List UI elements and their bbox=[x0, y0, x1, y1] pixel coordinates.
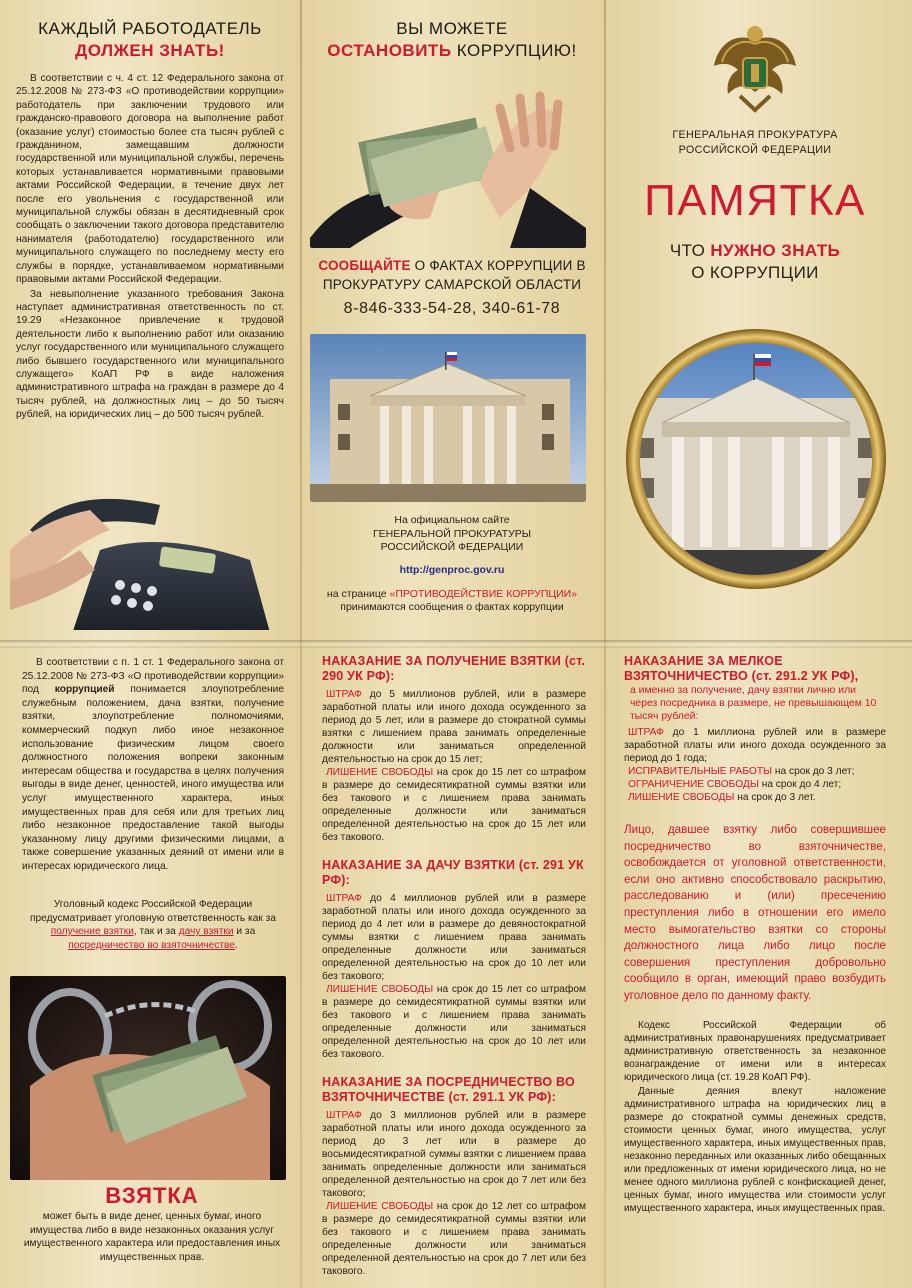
penalty-give-text bbox=[322, 892, 586, 1061]
organization-line2: РОССИЙСКОЙ ФЕДЕРАЦИИ bbox=[678, 144, 832, 156]
criminal-code-note bbox=[22, 898, 284, 958]
website-link[interactable]: http://genproc.gov.ru bbox=[399, 563, 505, 576]
subtitle-accent: НУЖНО ЗНАТЬ bbox=[710, 241, 841, 260]
report-text bbox=[306, 256, 598, 294]
report-rest: О ФАКТАХ КОРРУПЦИИ В ПРОКУРАТУРУ САМАРСКОЙ ОБЛАСТИ bbox=[322, 258, 586, 292]
telephone-photo bbox=[10, 490, 282, 630]
bribe-text: может быть в виде денег, ценных бумаг, иного имущества либо в виде незаконных оказания услуг имущественного характера или предоставления иных имущественных прав. bbox=[23, 1211, 281, 1263]
release-from-liability-text: Лицо, давшее взятку либо совершившее посредничество во взяточничестве, освобождается от уголовной ответственности, если оно активно способствовало раскрытию, расследованию и (или) пресечению преступления либо в отношении его имело место вымогательство взятки со стороны должностного лица либо лицо после совершения преступления добровольно сообщило в орган, имеющий право возбудить уголовное дело по данному факту. bbox=[624, 823, 886, 1002]
handcuffs-money-photo bbox=[10, 976, 286, 1180]
definition-text bbox=[22, 656, 284, 874]
bribe-title: ВЗЯТКА bbox=[105, 1184, 199, 1208]
stop-title-line1: ВЫ МОЖЕТЕ bbox=[396, 19, 508, 38]
employer-paragraph-1: В соответствии с ч. 4 ст. 12 Федерального закона от 25.12.2008 № 273-ФЗ «О противодействии коррупции» работодатель при заключении трудового или гражданско-правового договора на выполнение работ (оказание услуг) стоимостью более ста тысяч рублей с гражданином, замещавшим должности государственной или муниципальной службы, перечень которых устанавливается нормативными правовыми актами Российской Федерации, в течение двух лет после его увольнения с государственной или муниципальной службы обязан в десятидневный срок сообщать о заключении такого договора представителю нанимателя (работодателю) государственного или муниципального служащего по последнему месту его службы в порядке, устанавливаемом нормативными правовыми актами Российской Федерации. bbox=[16, 73, 284, 286]
uk-part-a: Уголовный кодекс Российской Федерации предусматривает уголовную ответственность как за bbox=[29, 899, 277, 924]
subtitle-line2: О КОРРУПЦИИ bbox=[691, 263, 819, 282]
website-caption-line1: На официальном сайте bbox=[394, 514, 510, 526]
uk-mediation: посредничество во взяточничестве bbox=[68, 939, 235, 951]
koap-paragraph-1: Кодекс Российской Федерации об административных правонарушениях предусматривает административную ответственность за незаконное вознаграждение от имени или в интересах юридического лица (ст. 19.28 КоАП РФ). bbox=[624, 1019, 886, 1083]
stop-corruption-heading bbox=[306, 18, 598, 62]
restriction-text: на срок до 4 лет; bbox=[758, 779, 842, 790]
prosecutor-building-photo bbox=[310, 334, 586, 502]
correctional-labor-label: ИСПРАВИТЕЛЬНЫЕ РАБОТЫ bbox=[628, 766, 773, 777]
website-caption-line2: ГЕНЕРАЛЬНОЙ ПРОКУРАТУРЫ bbox=[372, 527, 532, 540]
petty-bribery-panel bbox=[624, 654, 886, 1284]
anti-corruption-page bbox=[306, 588, 598, 615]
definition-term: коррупцией bbox=[54, 684, 115, 696]
report-accent: СООБЩАЙТЕ bbox=[318, 258, 411, 273]
imprisonment-text: на срок до 15 лет со штрафом в размере до семидесятикратной суммы взятки или без такового и с лишением права занимать определенные должности или заниматься определенной деятельностью на срок до 10 лет или без такового. bbox=[322, 984, 586, 1060]
corruption-definition bbox=[22, 656, 284, 876]
memo-title: ПАМЯТКА bbox=[644, 176, 866, 225]
uk-part-e: и за bbox=[233, 926, 256, 937]
fine-label: ШТРАФ bbox=[628, 727, 664, 738]
imprisonment-label: ЛИШЕНИЕ СВОБОДЫ bbox=[326, 984, 434, 995]
fine-text: до 5 миллионов рублей, или в размере заработной платы или иного дохода осужденного за период до 5 лет, или в размере до стократной суммы взятки с лишением права занимать определенные должности или заниматься определенной деятельностью на срок до 15 лет; bbox=[322, 689, 586, 765]
uk-part-g: . bbox=[234, 939, 238, 951]
koap-text bbox=[624, 1019, 886, 1215]
phone-numbers: 8-846-333-54-28, 340-61-78 bbox=[343, 300, 561, 317]
fine-label: ШТРАФ bbox=[326, 1110, 362, 1121]
koap-paragraph-2: Данные деяния влекут наложение административного штрафа на юридических лиц в размере до стократной суммы денежных средств, стоимости ценных бумаг, иного имущества, услуг имущественного характера, иных имущественных прав, незаконно переданных или оказанных либо обещанных или предложенных от имени юридического лица, но не менее одного миллиона рублей с конфискацией денег, ценных бумаг, иного имущества или стоимости услуг имущественного характера, иных имущественных прав. bbox=[624, 1085, 886, 1214]
imprisonment-label: ЛИШЕНИЕ СВОБОДЫ bbox=[326, 1201, 434, 1212]
employer-paragraph-2: За невыполнение указанного требования Закона наступает административная ответственность по ст. 19.29 «Незаконное привлечение к трудовой деятельности либо к выполнению работ или оказанию услуг государственного или муниципального служащего либо бывшего государственного или муниципального служащего» КоАП РФ в виде наложения административного штрафа на граждан в размере до 4 тысяч рублей, на должностных лиц – до 50 тысяч рублей, на юридических лиц – до 500 тысяч рублей. bbox=[16, 288, 284, 421]
penalty-give-title: НАКАЗАНИЕ ЗА ДАЧУ ВЗЯТКИ (ст. 291 УК РФ): bbox=[322, 858, 584, 887]
correctional-labor-text: на срок до 3 лет; bbox=[772, 766, 855, 777]
restriction-label: ОГРАНИЧЕНИЕ СВОБОДЫ bbox=[628, 779, 759, 790]
penalty-mediation-text bbox=[322, 1109, 586, 1278]
subtitle-part-a: ЧТО bbox=[669, 241, 711, 260]
website-caption-line3: РОССИЙСКОЙ ФЕДЕРАЦИИ bbox=[380, 541, 524, 553]
bribe-definition bbox=[14, 1184, 290, 1284]
penalties-panel bbox=[322, 654, 586, 1284]
horizontal-fold bbox=[0, 640, 912, 648]
penalty-petty-subtitle: а именно за получение, дачу взятки лично или через посредника в размере, не превышающем 10 тысяч рублей: bbox=[630, 685, 877, 722]
employer-text bbox=[14, 72, 286, 422]
building-medallion bbox=[622, 328, 890, 590]
fine-text: до 4 миллионов рублей или в размере заработной платы или иного дохода осужденного за период до 4 лет или в размере до девяностократной суммы взятки с лишением права занимать определенные должности или заниматься определенной деятельностью на срок до 10 лет или без такового; bbox=[322, 893, 586, 982]
imprisonment-label: ЛИШЕНИЕ СВОБОДЫ bbox=[326, 767, 434, 778]
fine-text: до 1 миллиона рублей или в размере заработной платы или иного дохода осужденного за период до 1 года; bbox=[624, 727, 886, 764]
page-text-c: принимаются сообщения о фактах коррупции bbox=[340, 601, 564, 613]
uk-give-bribe: дачу взятки bbox=[178, 926, 234, 937]
imprisonment-text: на срок до 15 лет со штрафом в размере до семидесятикратной суммы взятки или без такового и с лишением права занимать определенные должности или заниматься определенной деятельностью на срок до 15 лет или без такового. bbox=[322, 767, 586, 843]
organization-line1: ГЕНЕРАЛЬНАЯ ПРОКУРАТУРА bbox=[672, 129, 838, 141]
criminal-code-text bbox=[22, 898, 284, 952]
website-block bbox=[306, 514, 598, 634]
penalty-receive-title: НАКАЗАНИЕ ЗА ПОЛУЧЕНИЕ ВЗЯТКИ (ст. 290 УК РФ): bbox=[322, 654, 586, 683]
report-block bbox=[306, 256, 598, 326]
penalty-receive-text bbox=[322, 688, 586, 844]
imprisonment-text: на срок до 3 лет. bbox=[734, 792, 816, 803]
employer-title-line1: КАЖДЫЙ РАБОТОДАТЕЛЬ bbox=[38, 19, 262, 38]
fine-text: до 3 миллионов рублей или в размере заработной платы или иного дохода осужденного за период до 3 лет или в размере до восьмидесятикратной суммы взятки с лишением права занимать определенные должности или заниматься определенной деятельностью на срок до 7 лет или без такового; bbox=[322, 1110, 586, 1199]
penalty-mediation-title: НАКАЗАНИЕ ЗА ПОСРЕДНИЧЕСТВО ВО ВЗЯТОЧНИЧЕСТВЕ (ст. 291.1 УК РФ): bbox=[322, 1075, 575, 1104]
penalty-petty-title: НАКАЗАНИЕ ЗА МЕЛКОЕ ВЗЯТОЧНИЧЕСТВО (ст. 291.2 УК РФ), bbox=[624, 654, 859, 683]
employer-title-line2: ДОЛЖЕН ЗНАТЬ! bbox=[75, 41, 225, 60]
top-right-panel bbox=[610, 18, 900, 638]
prosecutor-emblem-icon bbox=[710, 22, 800, 114]
page-text-a: на странице bbox=[326, 587, 390, 600]
stop-title-rest: КОРРУПЦИЮ! bbox=[451, 41, 577, 60]
definition-part-a: В соответствии с п. 1 ст. 1 Федерального закона от 25.12.2008 № 273-ФЗ «О противодействии коррупции» под bbox=[22, 657, 284, 696]
uk-receive-bribe: получение взятки bbox=[50, 926, 134, 937]
anti-corruption-page-link[interactable]: «ПРОТИВОДЕЙСТВИЕ КОРРУПЦИИ» bbox=[389, 587, 578, 600]
imprisonment-text: на срок до 12 лет со штрафом в размере до семидесятикратной суммы взятки или без такового и с лишением права занимать определенные должности или заниматься определенной деятельностью на срок до 7 лет или без такового. bbox=[322, 1201, 586, 1277]
website-caption bbox=[306, 514, 598, 555]
bribe-refusal-photo bbox=[310, 88, 586, 248]
organization-name bbox=[610, 128, 900, 158]
employer-heading bbox=[14, 18, 286, 62]
imprisonment-label: ЛИШЕНИЕ СВОБОДЫ bbox=[628, 792, 735, 803]
memo-subtitle bbox=[610, 240, 900, 284]
fine-label: ШТРАФ bbox=[326, 689, 362, 700]
uk-part-c: , так и за bbox=[133, 926, 179, 937]
penalty-petty-text bbox=[624, 726, 886, 804]
stop-title-accent: ОСТАНОВИТЬ bbox=[327, 41, 452, 60]
definition-part-c: понимается злоупотребление служебным положением, дача взятки, получение взятки, злоупотребление полномочиями, коммерческий подкуп либо иное незаконное использование физическим лицом своего должностного положения вопреки законным интересам общества и государства в целях получения выгоды в виде денег, ценностей, иного имущества или услуг имущественного характера, иных имущественных прав для себя или для третьих лиц либо незаконное предоставление такой выгоды указанному лицу другими физическими лицами, а также совершение указанных деяний от имени или в интересах юридического лица. bbox=[22, 684, 284, 872]
fine-label: ШТРАФ bbox=[326, 893, 362, 904]
